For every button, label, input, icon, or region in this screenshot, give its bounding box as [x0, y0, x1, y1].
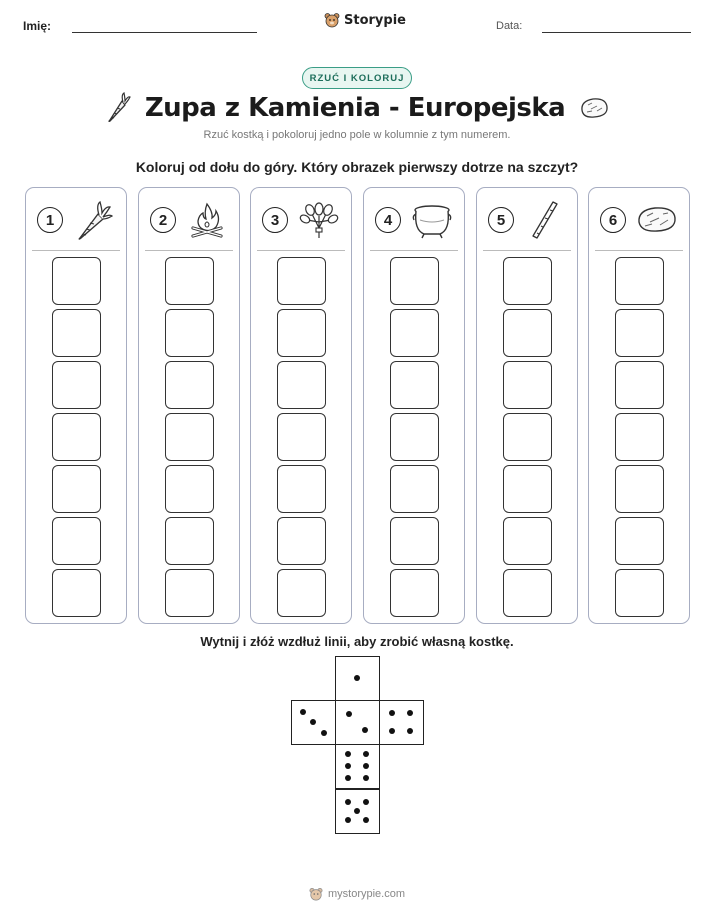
- dice-pip: [354, 675, 360, 681]
- color-cell[interactable]: [277, 361, 326, 409]
- carrot-icon: [105, 92, 131, 124]
- column-header: [139, 188, 239, 250]
- color-cell[interactable]: [615, 257, 664, 305]
- color-cell[interactable]: [503, 257, 552, 305]
- column-number: 1: [37, 207, 63, 233]
- column-header: [364, 188, 464, 250]
- color-cell[interactable]: [52, 361, 101, 409]
- storypie-bear-icon: [309, 887, 323, 901]
- stone-icon: [635, 198, 679, 242]
- dice-pip: [321, 730, 327, 736]
- column-2: [138, 187, 240, 624]
- date-label: Data:: [496, 20, 523, 32]
- color-cell[interactable]: [165, 517, 214, 565]
- column-4: [363, 187, 465, 624]
- color-cell[interactable]: [503, 413, 552, 461]
- color-cell[interactable]: [390, 309, 439, 357]
- dice-pip: [407, 710, 413, 716]
- color-cell[interactable]: [165, 361, 214, 409]
- color-cell[interactable]: [165, 569, 214, 617]
- column-header: [251, 188, 351, 250]
- dice-face-3: [291, 700, 336, 745]
- dice-face-6: [335, 744, 380, 789]
- color-cell[interactable]: [503, 569, 552, 617]
- color-cell[interactable]: [503, 361, 552, 409]
- column-number: 6: [600, 207, 626, 233]
- color-cell[interactable]: [277, 465, 326, 513]
- cut-instruction: Wytnij i złóż wzdłuż linii, aby zrobić własną kostkę.: [200, 634, 514, 649]
- color-cell[interactable]: [390, 569, 439, 617]
- stone-icon: [579, 96, 609, 120]
- dice-pip: [389, 728, 395, 734]
- dice-pip: [363, 775, 369, 781]
- color-cell[interactable]: [503, 465, 552, 513]
- color-cell[interactable]: [615, 309, 664, 357]
- dice-pip: [345, 763, 351, 769]
- color-cell[interactable]: [277, 309, 326, 357]
- dice-pip: [310, 719, 316, 725]
- name-line: [72, 32, 257, 33]
- dice-pip: [363, 763, 369, 769]
- color-cell[interactable]: [165, 465, 214, 513]
- column-divider: [595, 250, 683, 251]
- color-cell[interactable]: [52, 309, 101, 357]
- instruction: Koloruj od dołu do góry. Który obrazek pierwszy dotrze na szczyt?: [135, 159, 579, 175]
- color-cell[interactable]: [165, 257, 214, 305]
- campfire-icon: [185, 198, 229, 242]
- color-cell[interactable]: [390, 413, 439, 461]
- color-cell[interactable]: [52, 257, 101, 305]
- color-cell[interactable]: [52, 413, 101, 461]
- dice-pip: [345, 775, 351, 781]
- dice-pip: [345, 799, 351, 805]
- dice-pip: [300, 709, 306, 715]
- date-line: [542, 32, 691, 33]
- page-title: Zupa z Kamienia - Europejska: [144, 93, 566, 123]
- cauldron-icon: [410, 198, 454, 242]
- color-cell[interactable]: [615, 361, 664, 409]
- color-cell[interactable]: [615, 517, 664, 565]
- herbs-icon: [297, 198, 341, 242]
- color-cell[interactable]: [165, 309, 214, 357]
- color-cell[interactable]: [615, 465, 664, 513]
- dice-pip: [362, 727, 368, 733]
- color-cell[interactable]: [390, 517, 439, 565]
- footer-url: mystorypie.com: [327, 888, 406, 900]
- column-number: 5: [488, 207, 514, 233]
- column-number: 4: [375, 207, 401, 233]
- dice-face-4: [379, 700, 424, 745]
- color-cell[interactable]: [390, 257, 439, 305]
- dice-pip: [363, 751, 369, 757]
- footer: [0, 887, 714, 901]
- storypie-bear-icon: [324, 12, 340, 28]
- column-divider: [145, 250, 233, 251]
- column-divider: [257, 250, 345, 251]
- color-cell[interactable]: [615, 569, 664, 617]
- dice-pip: [363, 817, 369, 823]
- subtitle: Rzuć kostką i pokoloruj jedno pole w kolumnie z tym numerem.: [203, 129, 511, 141]
- color-cell[interactable]: [52, 517, 101, 565]
- dice-pip: [345, 817, 351, 823]
- color-cell[interactable]: [277, 569, 326, 617]
- column-divider: [32, 250, 120, 251]
- activity-badge: RZUĆ I KOLORUJ: [302, 67, 412, 89]
- color-cell[interactable]: [390, 361, 439, 409]
- brand-name: Storypie: [344, 12, 406, 28]
- color-cell[interactable]: [503, 517, 552, 565]
- column-3: [250, 187, 352, 624]
- color-cell[interactable]: [615, 413, 664, 461]
- dice-pip: [363, 799, 369, 805]
- column-1: [25, 187, 127, 624]
- dice-pip: [345, 751, 351, 757]
- dice-face-1: [335, 656, 380, 701]
- column-number: 3: [262, 207, 288, 233]
- color-cell[interactable]: [277, 517, 326, 565]
- name-label: Imię:: [23, 19, 52, 33]
- column-header: [477, 188, 577, 250]
- column-5: [476, 187, 578, 624]
- column-6: [588, 187, 690, 624]
- color-cell[interactable]: [390, 465, 439, 513]
- dice-pip: [354, 808, 360, 814]
- column-header: [589, 188, 689, 250]
- color-cell[interactable]: [277, 257, 326, 305]
- column-number: 2: [150, 207, 176, 233]
- stick-icon: [523, 198, 567, 242]
- color-cell[interactable]: [277, 413, 326, 461]
- color-cell[interactable]: [503, 309, 552, 357]
- column-divider: [370, 250, 458, 251]
- column-divider: [483, 250, 571, 251]
- dice-pip: [407, 728, 413, 734]
- dice-pip: [346, 711, 352, 717]
- color-cell[interactable]: [52, 569, 101, 617]
- color-cell[interactable]: [52, 465, 101, 513]
- dice-pip: [389, 710, 395, 716]
- carrot-icon: [72, 198, 116, 242]
- dice-face-2: [335, 700, 380, 745]
- color-cell[interactable]: [165, 413, 214, 461]
- title-row: [0, 90, 714, 126]
- dice-face-5: [335, 789, 380, 834]
- column-header: [26, 188, 126, 250]
- brand-logo: [324, 12, 406, 28]
